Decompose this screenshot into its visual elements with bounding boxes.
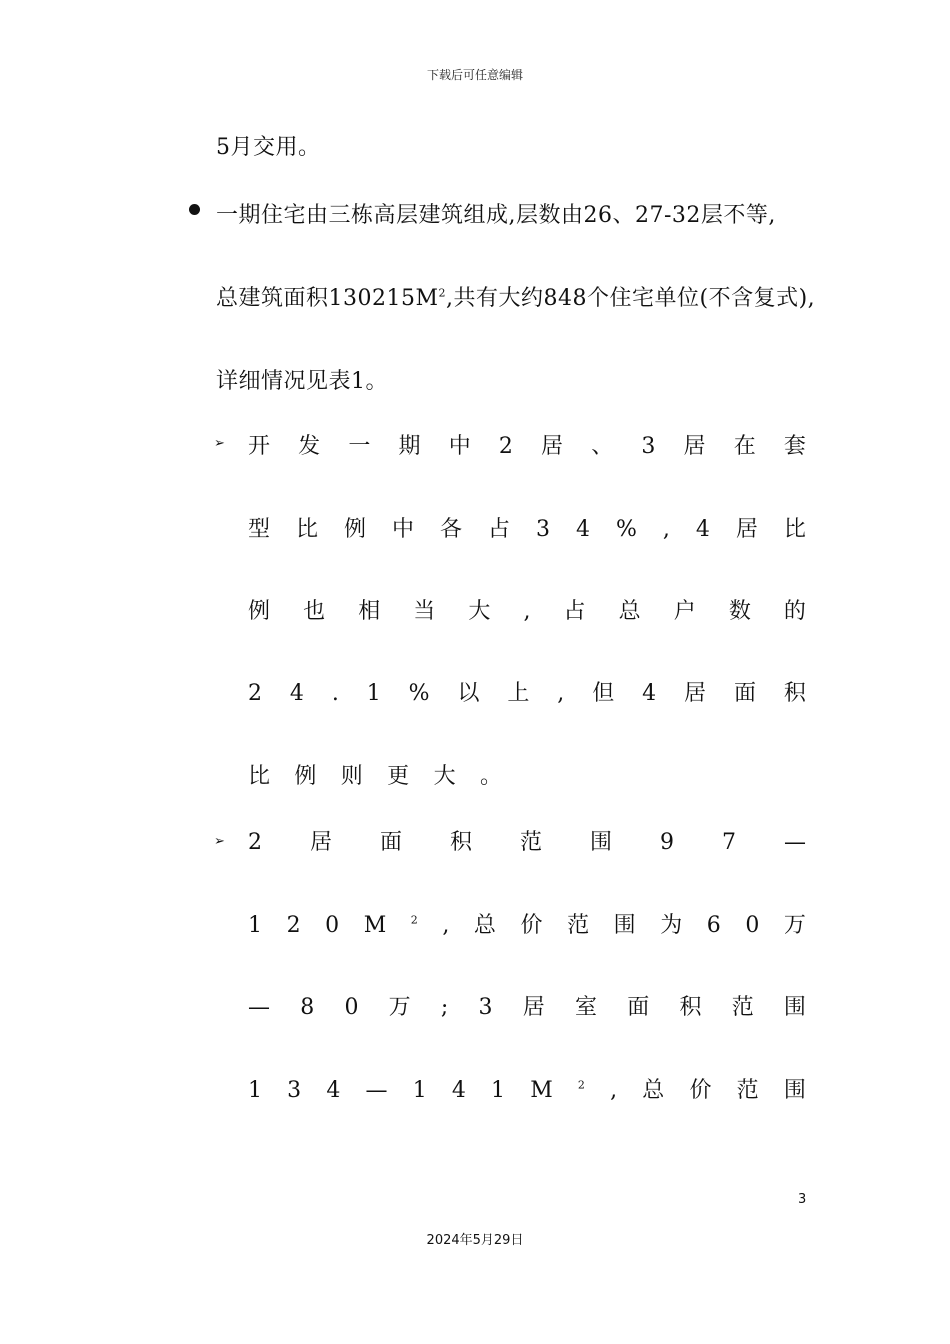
glyph: 居 xyxy=(683,434,706,459)
glyph: 范 xyxy=(519,830,542,855)
glyph: 2 xyxy=(498,434,513,459)
glyph: 大 xyxy=(468,599,491,624)
glyph: 积 xyxy=(679,995,702,1020)
justified-line xyxy=(248,759,502,790)
glyph: 积 xyxy=(449,830,472,855)
glyph: 比 xyxy=(248,764,271,789)
glyph: 面 xyxy=(627,995,650,1020)
glyph: 围 xyxy=(783,1078,806,1103)
justified-line xyxy=(248,594,806,625)
glyph: 则 xyxy=(340,764,363,789)
glyph: 4 xyxy=(642,681,657,706)
bullet-icon xyxy=(189,204,200,215)
glyph: 范 xyxy=(567,913,590,938)
glyph: 2 xyxy=(286,913,301,938)
justified-line xyxy=(248,825,806,856)
glyph: 居 xyxy=(735,517,758,542)
justified-line xyxy=(248,1073,806,1104)
glyph: 上 xyxy=(507,681,530,706)
glyph: 1 xyxy=(366,681,381,706)
glyph: 居 xyxy=(684,681,707,706)
glyph: 例 xyxy=(294,764,317,789)
glyph: 、 xyxy=(591,434,614,459)
justified-line xyxy=(248,512,806,543)
glyph: 一 xyxy=(348,434,371,459)
glyph: M xyxy=(363,913,387,938)
glyph: 3 xyxy=(641,434,656,459)
glyph: 2 xyxy=(410,913,418,927)
glyph: — xyxy=(248,995,270,1020)
text-fragment: ,共有大约848个住宅单位(不含复式), xyxy=(446,286,816,311)
glyph: 占 xyxy=(563,599,586,624)
glyph: 0 xyxy=(745,913,760,938)
glyph: 围 xyxy=(613,913,636,938)
page-number: 3 xyxy=(798,1192,807,1207)
glyph: 中 xyxy=(392,517,415,542)
glyph: 居 xyxy=(309,830,332,855)
glyph: , xyxy=(610,1078,618,1103)
glyph: 4 xyxy=(289,681,304,706)
glyph: 2 xyxy=(248,681,262,706)
glyph: 4 xyxy=(695,517,710,542)
glyph: , xyxy=(662,517,670,542)
glyph: 开 xyxy=(248,434,271,459)
text-line: 一期住宅由三栋高层建筑组成,层数由26、27-32层不等, xyxy=(216,203,776,228)
glyph: 也 xyxy=(303,599,326,624)
page-footer-date: 2024年5月29日 xyxy=(426,1233,524,1248)
glyph: 价 xyxy=(520,913,543,938)
glyph: 更 xyxy=(387,764,410,789)
glyph: 4 xyxy=(451,1078,466,1103)
glyph: 范 xyxy=(736,1078,759,1103)
glyph: 为 xyxy=(660,913,683,938)
glyph: 当 xyxy=(413,599,436,624)
glyph: 型 xyxy=(248,517,271,542)
justified-line xyxy=(248,429,806,460)
glyph: 4 xyxy=(326,1078,341,1103)
glyph: 居 xyxy=(541,434,564,459)
glyph: 1 xyxy=(412,1078,427,1103)
glyph: M xyxy=(530,1078,553,1103)
text-line xyxy=(216,281,815,312)
glyph: 4 xyxy=(575,517,590,542)
glyph: 的 xyxy=(783,599,806,624)
glyph: 以 xyxy=(457,681,480,706)
glyph: 0 xyxy=(325,913,340,938)
glyph: 2 xyxy=(248,830,262,855)
glyph: . xyxy=(331,681,339,706)
superscript: 2 xyxy=(438,286,447,300)
arrow-bullet-icon: ➢ xyxy=(214,436,225,451)
justified-line xyxy=(248,676,806,707)
glyph: 8 xyxy=(300,995,315,1020)
glyph: 范 xyxy=(731,995,754,1020)
glyph: 大 xyxy=(433,764,456,789)
glyph: 在 xyxy=(733,434,756,459)
glyph: 0 xyxy=(344,995,359,1020)
glyph: — xyxy=(783,830,806,855)
glyph: , xyxy=(523,599,531,624)
glyph: % xyxy=(615,517,637,542)
glyph: 总 xyxy=(642,1078,665,1103)
arrow-bullet-icon: ➢ xyxy=(214,834,225,849)
glyph: 3 xyxy=(287,1078,302,1103)
glyph: 期 xyxy=(398,434,421,459)
justified-line xyxy=(248,908,806,939)
glyph: 例 xyxy=(344,517,367,542)
glyph: 中 xyxy=(448,434,471,459)
text-fragment: 总建筑面积130215M xyxy=(216,286,439,311)
glyph: 万 xyxy=(388,995,411,1020)
glyph: 。 xyxy=(479,764,502,789)
glyph: 万 xyxy=(783,913,806,938)
glyph: 围 xyxy=(589,830,612,855)
glyph: 6 xyxy=(706,913,721,938)
glyph: 比 xyxy=(296,517,319,542)
glyph: 1 xyxy=(248,913,262,938)
glyph: 3 xyxy=(536,517,550,542)
glyph: 围 xyxy=(783,995,806,1020)
glyph: 比 xyxy=(783,517,806,542)
glyph: 9 xyxy=(659,830,674,855)
glyph: % xyxy=(408,681,430,706)
glyph: 数 xyxy=(728,599,751,624)
glyph: , xyxy=(442,913,450,938)
glyph: 价 xyxy=(689,1078,712,1103)
glyph: 各 xyxy=(440,517,463,542)
glyph: 7 xyxy=(721,830,736,855)
glyph: 但 xyxy=(592,681,615,706)
glyph: 1 xyxy=(491,1078,506,1103)
glyph: 室 xyxy=(574,995,597,1020)
glyph: 积 xyxy=(783,681,806,706)
text-line: 详细情况见表1。 xyxy=(216,369,388,394)
justified-line xyxy=(248,990,806,1021)
glyph: 发 xyxy=(298,434,321,459)
glyph: 面 xyxy=(379,830,402,855)
page-header: 下载后可任意编辑 xyxy=(426,68,523,82)
glyph: , xyxy=(557,681,565,706)
glyph: 总 xyxy=(618,599,641,624)
glyph: 居 xyxy=(522,995,545,1020)
glyph: 相 xyxy=(358,599,381,624)
glyph: 套 xyxy=(783,434,806,459)
glyph: 例 xyxy=(248,599,271,624)
glyph: 总 xyxy=(473,913,496,938)
glyph: 3 xyxy=(478,995,493,1020)
glyph: — xyxy=(365,1078,388,1103)
glyph: 户 xyxy=(673,599,696,624)
glyph: 2 xyxy=(577,1078,585,1092)
glyph: 1 xyxy=(248,1078,262,1103)
text-line: 5月交用。 xyxy=(216,135,321,160)
glyph: 占 xyxy=(488,517,511,542)
glyph: ; xyxy=(440,995,449,1020)
glyph: 面 xyxy=(733,681,756,706)
